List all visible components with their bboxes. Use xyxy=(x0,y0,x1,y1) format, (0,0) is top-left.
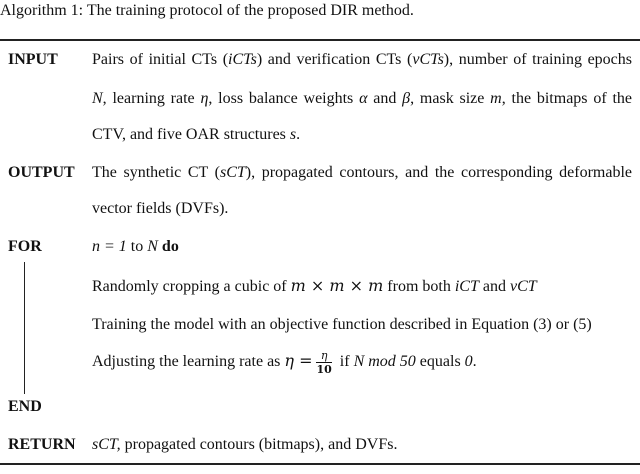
loop-bar xyxy=(24,262,25,394)
crop-step: Randomly cropping a cubic of m × m × m from both iCT and vCT xyxy=(92,276,537,295)
train-step: Training the model with an objective function described in Equation (3) or (5) xyxy=(92,316,592,333)
algorithm-caption: Algorithm 1: The training protocol of the proposed DIR method. xyxy=(0,2,414,19)
output-line-1: The synthetic CT (sCT), propagated contours, and the corresponding deformable xyxy=(92,164,632,181)
return-label: RETURN xyxy=(8,436,76,453)
output-line-2: vector fields (DVFs). xyxy=(92,200,229,217)
for-line: n = 1 to N do xyxy=(92,238,179,255)
bottom-rule xyxy=(0,463,640,465)
end-label: END xyxy=(8,398,42,415)
eta-fraction: $\frac{\eta}{10}$ xyxy=(316,349,332,376)
input-line-2: N, learning rate η, loss balance weights α and β, mask size m, the bitmaps of the xyxy=(92,90,632,107)
for-label: FOR xyxy=(8,238,42,255)
input-line-3: CTV, and five OAR structures s. xyxy=(92,126,301,143)
adjust-step: Adjusting the learning rate as η = $\frac{\eta}{10}$ if N mod 50 equals 0. xyxy=(92,349,477,376)
input-line-1: Pairs of initial CTs (iCTs) and verification CTs (vCTs), number of training epochs xyxy=(92,51,633,68)
top-rule xyxy=(0,39,640,41)
return-line: sCT, propagated contours (bitmaps), and DVFs. xyxy=(92,436,398,453)
output-label: OUTPUT xyxy=(8,164,75,181)
input-label: INPUT xyxy=(8,51,58,68)
